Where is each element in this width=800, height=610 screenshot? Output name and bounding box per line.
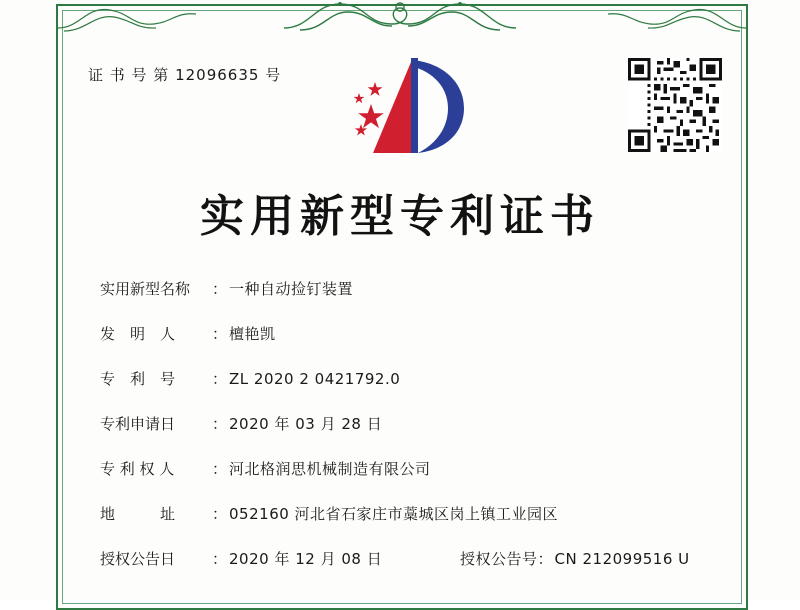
field-label: 授权公告号: [460, 550, 538, 568]
field-value: 一种自动捡钉装置: [229, 280, 354, 298]
field-value: 河北格润思机械制造有限公司: [229, 460, 431, 478]
certificate-fields: [100, 278, 710, 569]
field-address: [100, 503, 710, 524]
field-label: 专 利 号: [100, 370, 176, 388]
field-value: 052160 河北省石家庄市藁城区岗上镇工业园区: [229, 505, 559, 523]
field-label: 专 利 权 人: [100, 460, 175, 478]
field-grant-announcement-number: [460, 548, 690, 569]
field-colon: ：: [212, 415, 228, 433]
field-value: 檀艳凯: [229, 325, 276, 343]
field-colon: ：: [212, 550, 228, 568]
field-colon: ：: [537, 550, 553, 568]
field-colon: ：: [212, 370, 228, 388]
page-title: 实用新型专利证书: [200, 191, 600, 242]
field-label: 发 明 人: [100, 325, 176, 343]
field-value: 2020 年 12 月 08 日: [229, 550, 383, 568]
field-colon: ：: [212, 460, 228, 478]
field-value: 2020 年 03 月 28 日: [229, 415, 383, 433]
qr-code: [628, 58, 722, 152]
field-inventor: [100, 323, 710, 344]
field-label: 地 址: [100, 505, 176, 523]
field-utility-model-name: [100, 278, 710, 299]
field-grant-announcement-date: [100, 548, 460, 569]
field-grant-announcement-row: [100, 548, 710, 569]
field-label: 实用新型名称: [100, 280, 191, 298]
field-patentee: [100, 458, 710, 479]
field-value: CN 212099516 U: [554, 550, 690, 568]
field-label: 专利申请日: [100, 415, 176, 433]
field-value: ZL 2020 2 0421792.0: [229, 370, 401, 388]
field-colon: ：: [212, 505, 228, 523]
cnipa-emblem-icon: [332, 52, 482, 162]
certificate-serial-number: 证 书 号 第 12096635 号: [88, 66, 282, 84]
field-colon: ：: [212, 280, 228, 298]
field-colon: ：: [212, 325, 228, 343]
field-patent-number: [100, 368, 710, 389]
field-application-date: [100, 413, 710, 434]
field-label: 授权公告日: [100, 550, 176, 568]
